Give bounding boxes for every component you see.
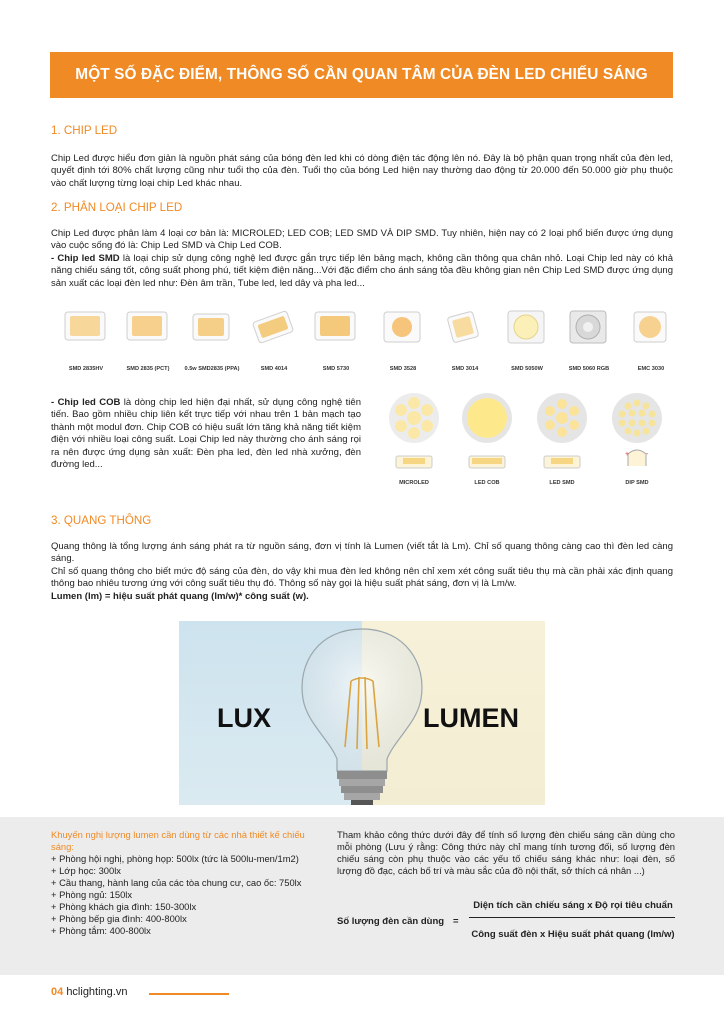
chip-smd-4014-image bbox=[249, 306, 297, 346]
microled-image bbox=[383, 390, 445, 474]
type-label: LED COB bbox=[474, 480, 500, 486]
chip-smd-4014 bbox=[243, 300, 305, 380]
lux-lumen-illustration bbox=[179, 621, 545, 805]
chip-smd-2835-pct bbox=[117, 300, 179, 380]
lux-label: LUX bbox=[217, 703, 271, 733]
chip-smd-5060-rgb bbox=[558, 300, 620, 380]
led-cob-image bbox=[456, 390, 518, 474]
fraction-line bbox=[469, 917, 675, 918]
page-footer bbox=[51, 986, 127, 998]
list-item: + Lớp học: 300lx bbox=[51, 865, 121, 876]
chip-label: SMD 5060 RGB bbox=[568, 366, 610, 372]
svg-text:-: - bbox=[646, 451, 649, 458]
type-label: MICROLED bbox=[399, 480, 429, 486]
section-heading-luminous-flux: 3. QUANG THÔNG bbox=[51, 514, 152, 527]
chip-smd-3528-image bbox=[378, 306, 426, 346]
lamp-count-formula bbox=[337, 900, 677, 948]
section-heading-chip-types: 2. PHÂN LOẠI CHIP LED bbox=[51, 201, 183, 214]
chip-type-gallery bbox=[383, 390, 683, 500]
smd-term: - Chip led SMD bbox=[51, 252, 120, 264]
chip-smd-5050w-image bbox=[502, 306, 550, 346]
chip-smd-2835hv bbox=[55, 300, 117, 380]
chip-smd-5730 bbox=[305, 300, 367, 380]
chip-smd2835-ppa bbox=[181, 300, 243, 380]
title-banner bbox=[50, 52, 673, 98]
chip-smd-5060-rgb-image bbox=[564, 306, 612, 346]
list-item: + Phòng tắm: 400-800lx bbox=[51, 925, 151, 936]
section1-paragraph: Chip Led được hiểu đơn giản là nguồn phát sáng của bóng đèn led khi có dòng điện tác động lên nó. Đây là bộ phận quan trọng nhất của đèn led, quyết định tới 80% chất lượng cũng như tuổi thọ của đèn. Tuổi thọ của bóng Led hiện nay thường dao động từ 20.000 đến 50.000 giờ phụ thuộc vào chất lượng từng loại chip Led khác nhau. bbox=[51, 153, 673, 189]
chip-smd-5050w bbox=[496, 300, 558, 380]
page-number: 04 bbox=[51, 986, 64, 998]
list-item: + Phòng hội nghị, phòng họp: 500lx (tức là 500lu-men/1m2) bbox=[51, 853, 299, 864]
site-name: hclighting.vn bbox=[66, 986, 128, 998]
lumen-formula: Lumen (lm) = hiệu suất phát quang (lm/w)* công suất (w). bbox=[51, 590, 309, 602]
type-led-smd bbox=[531, 390, 593, 490]
smd-description: là loại chip sử dụng công nghệ led được gắn trực tiếp lên bảng mạch, không cần thông qua chân nhỏ. Loại Chip led này có khả năng chiếu sáng tốt, công suất phong phú, tiết kiệm điện năng...Với đặc điểm cho ánh sáng tỏa đều không gian nên Chip Led SMD được ứng dụng sản xuất các loại đèn led như: Đèn âm trần, Tube led, led dây và pha led... bbox=[51, 252, 673, 289]
chip-label: SMD 5050W bbox=[511, 366, 543, 372]
page-title: MỘT SỐ ĐẶC ĐIỂM, THÔNG SỐ CẦN QUAN TÂM CỦA ĐÈN LED CHIẾU SÁNG bbox=[75, 66, 648, 83]
formula-numerator: Diện tích cần chiếu sáng x Độ rọi tiêu chuẩn bbox=[473, 900, 673, 911]
chip-smd2835-ppa-image bbox=[187, 306, 235, 346]
cob-term: - Chip led COB bbox=[51, 397, 121, 408]
cob-description: là dòng chip led hiện đại nhất, sử dụng công nghệ tiên tiến. Bao gồm nhiều chip liên kết trực tiếp với nhau trên 1 bản mạch tạo thành một modul đơn. Chip COB có hiệu suất lớn tăng khả năng tiết kiệm điện với nhiều loại công suất. Loại Chip led này thường cho ánh sáng rọi ra nên được ứng dụng sản xuất: Đèn pha led, đèn led nhà xưởng, đèn đường led... bbox=[51, 397, 361, 471]
svg-text:+: + bbox=[625, 451, 630, 458]
chip-label: SMD 3528 bbox=[389, 366, 417, 372]
chip-label: SMD 2835 (PCT) bbox=[126, 366, 170, 372]
chip-emc-3030 bbox=[620, 300, 682, 380]
chip-smd-2835-pct-image bbox=[123, 306, 171, 346]
chip-smd-3014-image bbox=[440, 306, 488, 346]
section2-paragraph bbox=[51, 228, 673, 290]
section3-paragraph bbox=[51, 541, 673, 603]
list-item: + Cầu thang, hành lang của các tòa chung cư, cao ốc: 750lx bbox=[51, 877, 302, 888]
chip-label: 0.5w SMD2835 (PPA) bbox=[184, 366, 240, 372]
list-item: + Phòng bếp gia đình: 400-800lx bbox=[51, 913, 187, 924]
chip-smd-5730-image bbox=[311, 306, 359, 346]
chip-emc-3030-image bbox=[626, 306, 674, 346]
list-item: + Phòng ngủ: 150lx bbox=[51, 889, 133, 900]
dip-smd-image bbox=[606, 390, 668, 474]
chip-label: SMD 5730 bbox=[322, 366, 350, 372]
chip-smd-3014 bbox=[434, 300, 496, 380]
lumen-label: LUMEN bbox=[423, 703, 519, 733]
type-label: LED SMD bbox=[549, 480, 575, 486]
chip-smd-2835hv-image bbox=[61, 306, 109, 346]
section3-line2: Chỉ số quang thông cho biết mức độ sáng của đèn, do vậy khi mua đèn led không nên chỉ xem xét công suất tiêu thụ mà cần phải xác định quang thông bao nhiêu tương ứng với công suất tiêu thụ đó. Thông số này gọi là hiệu suất phát sáng, đơn vị là Lm/w. bbox=[51, 565, 673, 590]
footer-accent-line bbox=[149, 993, 229, 995]
type-led-cob bbox=[456, 390, 518, 490]
formula-lhs: Số lượng đèn cần dùng bbox=[337, 916, 445, 927]
lumen-recommendations bbox=[51, 829, 311, 937]
section3-line1: Quang thông là tổng lượng ánh sáng phát ra từ nguồn sáng, đơn vị tính là Lumen (viết tắt là Lm). Chỉ số quang thông càng cao thì đèn led càng sáng. bbox=[51, 541, 673, 565]
chip-smd-3528 bbox=[372, 300, 434, 380]
chip-label: SMD 4014 bbox=[260, 366, 288, 372]
type-dip-smd bbox=[606, 390, 668, 490]
type-microled bbox=[383, 390, 445, 490]
cob-paragraph bbox=[51, 397, 361, 471]
reference-text: Tham khảo công thức dưới đây để tính số lượng đèn chiếu sáng cần dùng cho mỗi phòng (Lưu ý rằng: Công thức này chỉ mang tính tương đối, số lượng đèn chiếu sáng còn phụ thuộc vào các yếu tố chiếu sáng khác như: loại đèn, số lượng đồ đạc, cách bố trí và màu sắc của đồ nội thất, sở thích cá nhân ...) bbox=[337, 829, 675, 876]
recommend-title: Khuyến nghị lượng lumen cần dùng từ các nhà thiết kế chiếu sáng: bbox=[51, 829, 305, 852]
formula-equals: = bbox=[453, 916, 459, 927]
smd-chip-gallery bbox=[55, 300, 675, 380]
section-heading-chip-led: 1. CHIP LED bbox=[51, 124, 118, 137]
formula-denominator: Công suất đèn x Hiệu suất phát quang (lm/w) bbox=[471, 929, 675, 940]
chip-label: EMC 3030 bbox=[637, 366, 665, 372]
section2-intro: Chip Led được phân làm 4 loại cơ bản là: MICROLED; LED COB; LED SMD VÀ DIP SMD. Tuy nhiên, hiện nay có 2 loại phổ biến được ứng dụng vào cuộc sống đó là: Chip Led SMD và Chip Led COB. bbox=[51, 228, 673, 252]
led-smd-image bbox=[531, 390, 593, 474]
list-item: + Phòng khách gia đình: 150-300lx bbox=[51, 901, 197, 912]
chip-label: SMD 2835HV bbox=[68, 366, 104, 372]
chip-label: SMD 3014 bbox=[451, 366, 479, 372]
type-label: DIP SMD bbox=[625, 480, 649, 486]
